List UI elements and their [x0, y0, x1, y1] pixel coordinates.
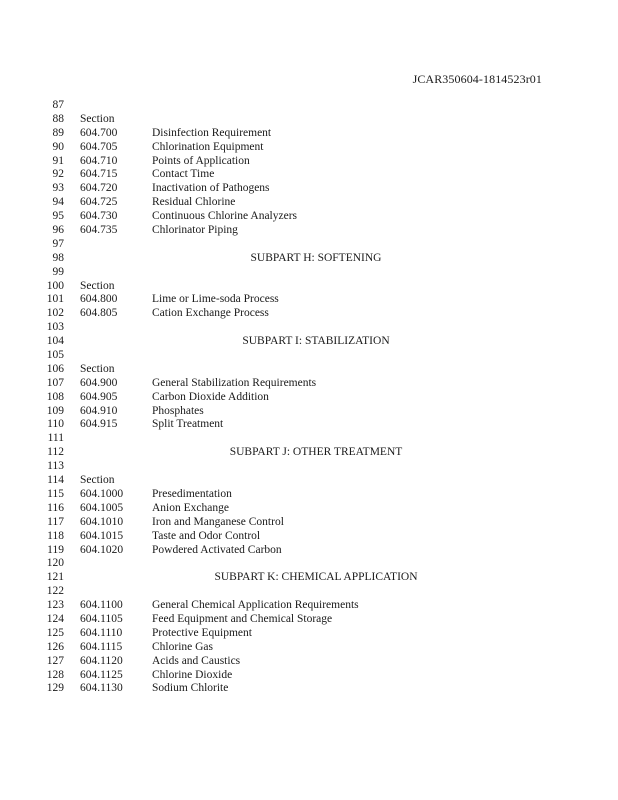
section-label: Section: [80, 362, 115, 375]
line-number: 127: [46, 654, 64, 667]
section-number: 604.1010: [80, 515, 124, 528]
document-line: [0, 127, 618, 141]
section-number: 604.1100: [80, 599, 123, 612]
document-line: [0, 446, 618, 460]
document-line: [0, 613, 618, 627]
document-line: [0, 155, 618, 169]
section-title: General Chemical Application Requirements: [152, 599, 359, 612]
document-line: [0, 141, 618, 155]
line-number: 123: [46, 599, 64, 612]
subpart-heading: SUBPART H: SOFTENING: [250, 251, 382, 264]
line-number: 100: [46, 279, 64, 292]
document-line: [0, 280, 618, 294]
line-number: 108: [46, 390, 64, 403]
line-number: 117: [47, 515, 64, 528]
document-line: [0, 599, 618, 613]
document-body: [0, 99, 618, 696]
section-title: Points of Application: [152, 154, 250, 167]
line-number: 114: [47, 474, 64, 487]
section-number: 604.725: [80, 196, 118, 209]
section-title: Powdered Activated Carbon: [152, 543, 282, 556]
line-number: 95: [52, 210, 64, 223]
section-title: General Stabilization Requirements: [152, 376, 317, 389]
document-line: [0, 210, 618, 224]
section-title: Taste and Odor Control: [152, 529, 261, 542]
section-title: Acids and Caustics: [152, 654, 241, 667]
line-number: 126: [46, 640, 64, 653]
line-number: 115: [47, 487, 64, 500]
section-number: 604.910: [80, 404, 118, 417]
document-line: [0, 196, 618, 210]
section-label: Section: [80, 474, 115, 487]
line-number: 112: [47, 446, 64, 459]
line-number: 96: [52, 224, 64, 237]
document-line: [0, 405, 618, 419]
section-number: 604.905: [80, 390, 118, 403]
section-number: 604.1015: [80, 529, 124, 542]
section-title: Carbon Dioxide Addition: [152, 390, 269, 403]
line-number: 92: [52, 168, 64, 181]
section-number: 604.1110: [80, 626, 123, 639]
line-number: 98: [52, 251, 64, 264]
section-number: 604.705: [80, 140, 118, 153]
section-number: 604.1115: [80, 640, 123, 653]
line-number: 105: [46, 349, 64, 362]
line-number: 90: [52, 140, 64, 153]
line-number: 111: [47, 432, 64, 445]
document-line: [0, 321, 618, 335]
document-line: [0, 488, 618, 502]
section-number: 604.1105: [80, 612, 123, 625]
section-number: 604.715: [80, 168, 118, 181]
line-number: 120: [46, 557, 64, 570]
line-number: 104: [46, 335, 64, 348]
document-line: [0, 585, 618, 599]
section-title: Residual Chlorine: [152, 196, 236, 209]
line-number: 125: [46, 626, 64, 639]
document-line: [0, 474, 618, 488]
section-title: Phosphates: [152, 404, 204, 417]
document-line: [0, 516, 618, 530]
section-title: Disinfection Requirement: [152, 126, 272, 139]
line-number: 91: [52, 154, 64, 167]
document-line: [0, 99, 618, 113]
line-number: 110: [47, 418, 64, 431]
section-title: Continuous Chlorine Analyzers: [152, 210, 298, 223]
line-number: 88: [52, 112, 64, 125]
section-number: 604.720: [80, 182, 118, 195]
line-number: 109: [46, 404, 64, 417]
section-number: 604.1125: [80, 668, 123, 681]
line-number: 102: [46, 307, 64, 320]
section-title: Chlorinator Piping: [152, 224, 238, 237]
section-label: Section: [80, 112, 115, 125]
section-number: 604.800: [80, 293, 118, 306]
line-number: 94: [52, 196, 64, 209]
line-number: 97: [52, 237, 64, 250]
section-title: Lime or Lime-soda Process: [152, 293, 279, 306]
document-line: [0, 530, 618, 544]
document-line: [0, 266, 618, 280]
document-line: [0, 252, 618, 266]
section-title: Iron and Manganese Control: [152, 515, 284, 528]
subpart-heading: SUBPART J: OTHER TREATMENT: [229, 446, 403, 459]
section-title: Cation Exchange Process: [152, 307, 269, 320]
document-line: [0, 363, 618, 377]
line-number: 107: [46, 376, 64, 389]
line-number: 129: [46, 682, 64, 695]
document-line: [0, 669, 618, 683]
document-line: [0, 349, 618, 363]
section-title: Chlorine Dioxide: [152, 668, 233, 681]
line-number: 119: [47, 543, 64, 556]
line-number: 99: [52, 265, 64, 278]
line-number: 118: [47, 529, 64, 542]
document-line: [0, 377, 618, 391]
line-number: 121: [46, 571, 64, 584]
section-title: Inactivation of Pathogens: [152, 182, 270, 195]
line-number: 101: [46, 293, 64, 306]
line-number: 93: [52, 182, 64, 195]
section-title: Protective Equipment: [152, 626, 252, 639]
line-number: 128: [46, 668, 64, 681]
section-title: Feed Equipment and Chemical Storage: [152, 612, 333, 625]
section-number: 604.1005: [80, 501, 124, 514]
line-number: 87: [52, 99, 64, 111]
section-number: 604.805: [80, 307, 118, 320]
subpart-heading: SUBPART I: STABILIZATION: [242, 335, 390, 348]
section-number: 604.1130: [80, 682, 123, 695]
line-number: 106: [46, 362, 64, 375]
line-number: 124: [46, 612, 64, 625]
line-number: 113: [47, 460, 64, 473]
line-number: 116: [47, 501, 64, 514]
document-line: [0, 238, 618, 252]
line-number: 122: [46, 585, 64, 598]
section-number: 604.730: [80, 210, 118, 223]
document-line: [0, 182, 618, 196]
section-number: 604.1000: [80, 487, 124, 500]
document-line: [0, 682, 618, 696]
document-line: [0, 641, 618, 655]
document-line: [0, 571, 618, 585]
line-number: 89: [52, 126, 64, 139]
section-number: 604.915: [80, 418, 118, 431]
subpart-heading: SUBPART K: CHEMICAL APPLICATION: [214, 571, 418, 584]
document-line: [0, 627, 618, 641]
document-line: [0, 293, 618, 307]
document-line: [0, 224, 618, 238]
document-line: [0, 544, 618, 558]
document-line: [0, 391, 618, 405]
section-title: Chlorination Equipment: [152, 140, 264, 153]
section-number: 604.700: [80, 126, 118, 139]
section-number: 604.1020: [80, 543, 124, 556]
document-id: JCAR350604-1814523r01: [412, 72, 542, 86]
document-line: [0, 307, 618, 321]
section-title: Anion Exchange: [152, 501, 229, 514]
document-line: [0, 113, 618, 127]
section-number: 604.1120: [80, 654, 123, 667]
document-line: [0, 460, 618, 474]
section-title: Split Treatment: [152, 418, 224, 431]
section-number: 604.735: [80, 224, 118, 237]
document-line: [0, 502, 618, 516]
document-line: [0, 168, 618, 182]
document-line: [0, 655, 618, 669]
section-title: Chlorine Gas: [152, 640, 214, 653]
section-number: 604.900: [80, 376, 118, 389]
line-number: 103: [46, 321, 64, 334]
document-line: [0, 432, 618, 446]
section-title: Presedimentation: [152, 487, 232, 500]
document-line: [0, 557, 618, 571]
document-line: [0, 335, 618, 349]
section-label: Section: [80, 279, 115, 292]
section-title: Sodium Chlorite: [152, 682, 229, 695]
section-number: 604.710: [80, 154, 118, 167]
section-title: Contact Time: [152, 168, 215, 181]
document-line: [0, 418, 618, 432]
